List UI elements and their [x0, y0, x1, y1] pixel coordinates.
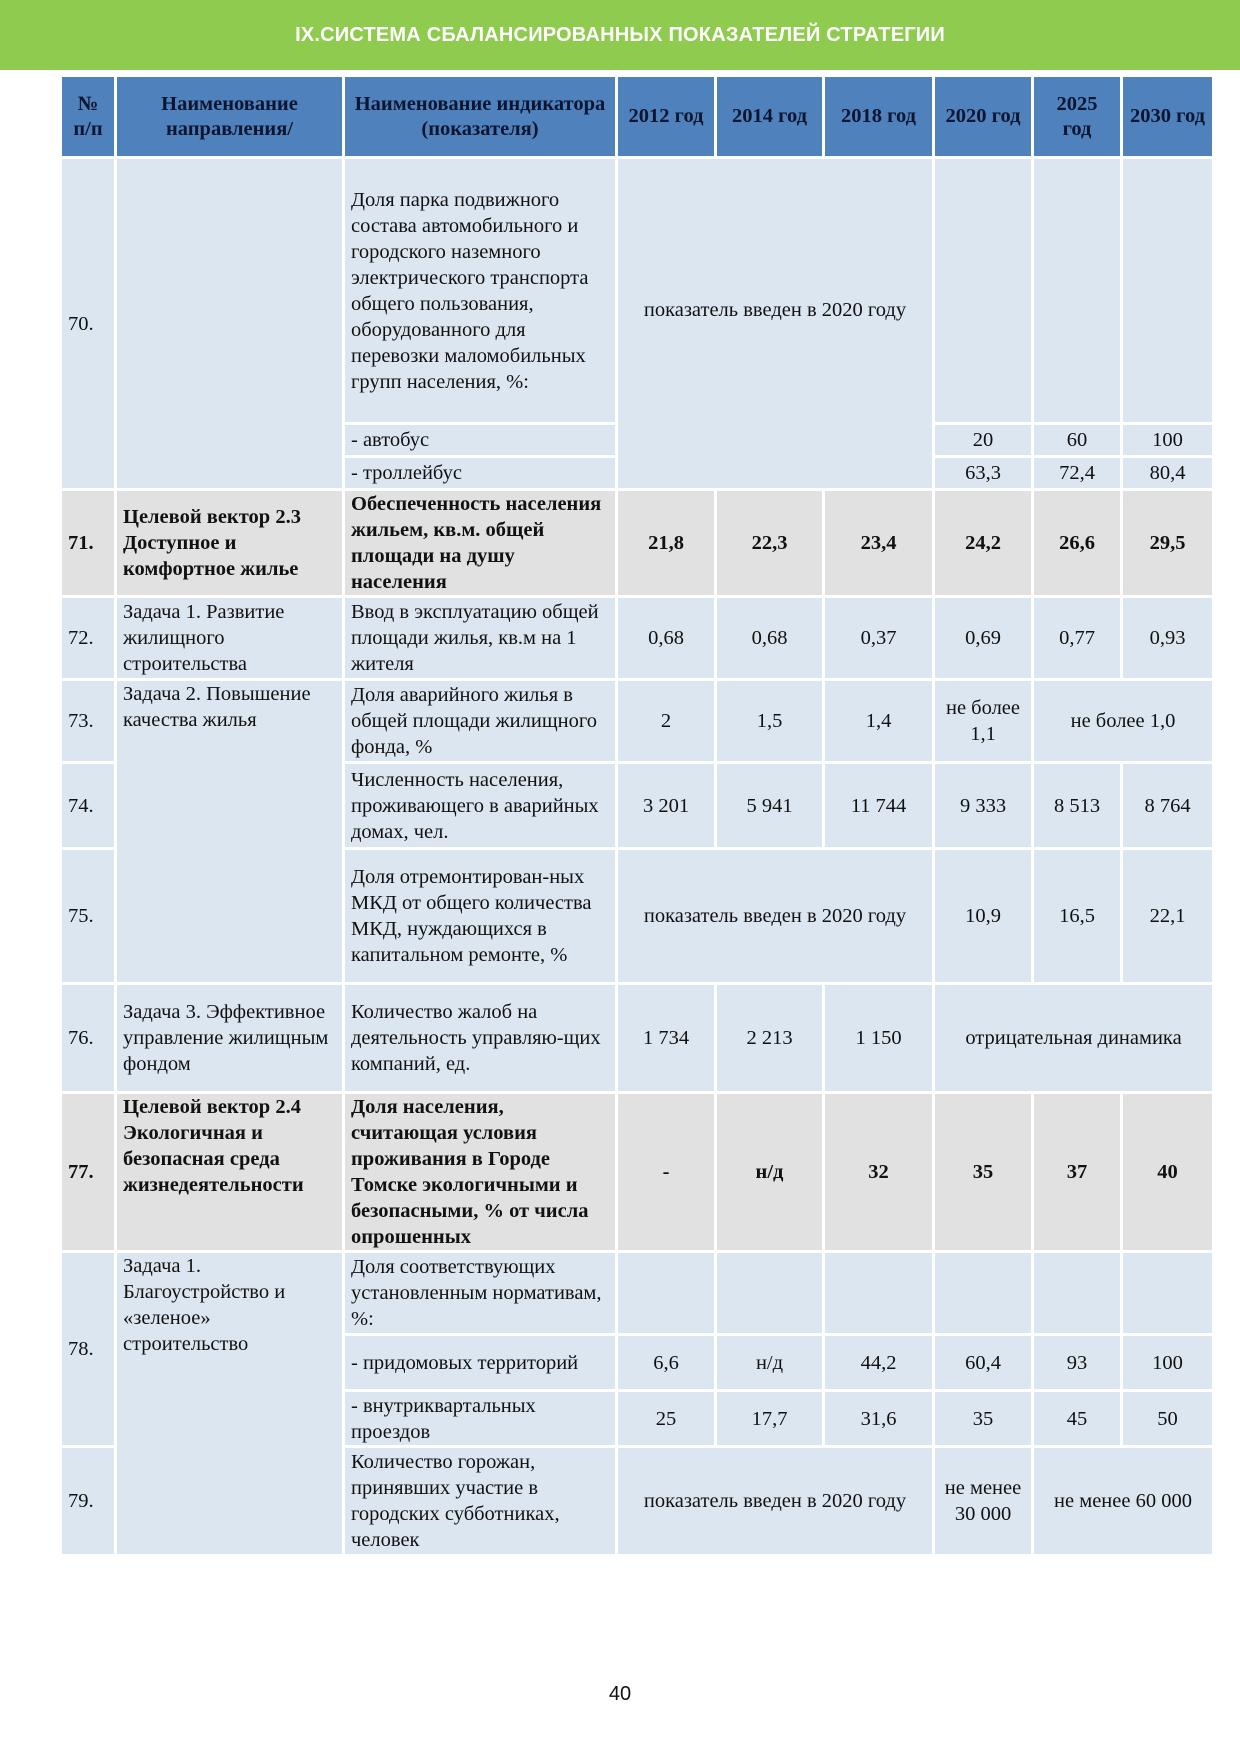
- value-cell: 8 513: [1034, 764, 1120, 847]
- value-cell: 35: [935, 1094, 1031, 1250]
- value-cell: 25: [618, 1392, 714, 1445]
- value-cell: 9 333: [935, 764, 1031, 847]
- value-cell: [1123, 159, 1212, 422]
- value-cell: [717, 1253, 822, 1333]
- merged-note-cell: показатель введен в 2020 году: [618, 1448, 932, 1554]
- direction-cell: Целевой вектор 2.3 Доступное и комфортное жилье: [117, 491, 342, 595]
- table-row: [62, 1253, 1212, 1333]
- row-number: 77.: [62, 1094, 114, 1250]
- value-cell: 17,7: [717, 1392, 822, 1445]
- value-cell: [618, 1253, 714, 1333]
- value-cell: 22,1: [1123, 850, 1212, 982]
- value-cell: 72,4: [1034, 458, 1120, 488]
- value-cell: н/д: [717, 1094, 822, 1250]
- row-number: 75.: [62, 850, 114, 982]
- value-cell: 0,37: [825, 598, 932, 678]
- indicator-cell: Количество горожан, принявших участие в городских субботниках, человек: [345, 1448, 615, 1554]
- row-number: 72.: [62, 598, 114, 678]
- value-cell: 24,2: [935, 491, 1031, 595]
- header-indicator: Наименование индикатора (показателя): [345, 77, 615, 156]
- value-cell: 3 201: [618, 764, 714, 847]
- table-row: [62, 598, 1212, 678]
- value-cell: [825, 1253, 932, 1333]
- value-cell: н/д: [717, 1336, 822, 1389]
- indicator-cell: Ввод в эксплуатацию общей площади жилья, кв.м на 1 жителя: [345, 598, 615, 678]
- merged-value-cell: отрицательная динамика: [935, 985, 1212, 1091]
- merged-value-cell: не менее 60 000: [1034, 1448, 1212, 1554]
- value-cell: 80,4: [1123, 458, 1212, 488]
- value-cell: [935, 159, 1031, 422]
- value-cell: 22,3: [717, 491, 822, 595]
- value-cell: 21,8: [618, 491, 714, 595]
- row-number: 70.: [62, 159, 114, 488]
- sub-indicator-cell: - автобус: [345, 425, 615, 455]
- header-2020: 2020 год: [935, 77, 1031, 156]
- value-cell: 37: [1034, 1094, 1120, 1250]
- header-num: № п/п: [62, 77, 114, 156]
- indicator-cell: Количество жалоб на деятельность управляю-щих компаний, ед.: [345, 985, 615, 1091]
- indicator-cell: Обеспеченность населения жильем, кв.м. общей площади на душу населения: [345, 491, 615, 595]
- value-cell: 93: [1034, 1336, 1120, 1389]
- value-cell: 2: [618, 681, 714, 761]
- section-title: IX.СИСТЕМА СБАЛАНСИРОВАННЫХ ПОКАЗАТЕЛЕЙ СТРАТЕГИИ: [295, 23, 945, 46]
- value-cell: 60,4: [935, 1336, 1031, 1389]
- row-number: 74.: [62, 764, 114, 847]
- value-cell: [1123, 1253, 1212, 1333]
- indicator-cell: Численность населения, проживающего в аварийных домах, чел.: [345, 764, 615, 847]
- indicator-cell: Доля населения, считающая условия проживания в Городе Томске экологичными и безопасными, % от числа опрошенных: [345, 1094, 615, 1250]
- row-number: 78.: [62, 1253, 114, 1445]
- value-cell: 2 213: [717, 985, 822, 1091]
- indicator-cell: Доля парка подвижного состава автомобильного и городского наземного электрического транспорта общего пользования, оборудованного для перевозки маломобильных групп населения, %:: [345, 159, 615, 422]
- value-cell: 10,9: [935, 850, 1031, 982]
- value-cell: 32: [825, 1094, 932, 1250]
- header-row: [62, 77, 1212, 156]
- header-2030: 2030 год: [1123, 77, 1212, 156]
- merged-note-cell: показатель введен в 2020 году: [618, 850, 932, 982]
- value-cell: не более 1,1: [935, 681, 1031, 761]
- value-cell: 40: [1123, 1094, 1212, 1250]
- sub-indicator-cell: - троллейбус: [345, 458, 615, 488]
- value-cell: 16,5: [1034, 850, 1120, 982]
- indicator-cell: Доля аварийного жилья в общей площади жилищного фонда, %: [345, 681, 615, 761]
- table-row: [62, 985, 1212, 1091]
- merged-value-cell: не более 1,0: [1034, 681, 1212, 761]
- value-cell: 5 941: [717, 764, 822, 847]
- indicator-cell: Доля отремонтирован-ных МКД от общего количества МКД, нуждающихся в капитальном ремонте, %: [345, 850, 615, 982]
- value-cell: 100: [1123, 425, 1212, 455]
- table-row: [62, 491, 1212, 595]
- value-cell: 44,2: [825, 1336, 932, 1389]
- value-cell: 0,68: [717, 598, 822, 678]
- indicators-table: [59, 74, 1215, 1557]
- row-number: 71.: [62, 491, 114, 595]
- direction-cell: Задача 1. Развитие жилищного строительства: [117, 598, 342, 678]
- indicator-cell: Доля соответствующих установленным нормативам, %:: [345, 1253, 615, 1333]
- value-cell: 11 744: [825, 764, 932, 847]
- header-direction: Наименование направления/: [117, 77, 342, 156]
- value-cell: 8 764: [1123, 764, 1212, 847]
- value-cell: 0,77: [1034, 598, 1120, 678]
- value-cell: 1 150: [825, 985, 932, 1091]
- table-row: [62, 1094, 1212, 1250]
- header-2025: 2025 год: [1034, 77, 1120, 156]
- sub-indicator-cell: - внутриквартальных проездов: [345, 1392, 615, 1445]
- value-cell: -: [618, 1094, 714, 1250]
- value-cell: 35: [935, 1392, 1031, 1445]
- row-number: 73.: [62, 681, 114, 761]
- direction-cell: Задача 3. Эффективное управление жилищным фондом: [117, 985, 342, 1091]
- value-cell: 0,93: [1123, 598, 1212, 678]
- value-cell: [935, 1253, 1031, 1333]
- direction-cell: Задача 2. Повышение качества жилья: [117, 681, 342, 982]
- value-cell: 26,6: [1034, 491, 1120, 595]
- value-cell: 45: [1034, 1392, 1120, 1445]
- page-number: 40: [608, 1683, 632, 1705]
- direction-cell: Задача 1. Благоустройство и «зеленое» строительство: [117, 1253, 342, 1554]
- value-cell: 0,69: [935, 598, 1031, 678]
- value-cell: [1034, 159, 1120, 422]
- value-cell: 63,3: [935, 458, 1031, 488]
- value-cell: 6,6: [618, 1336, 714, 1389]
- value-cell: 1,5: [717, 681, 822, 761]
- value-cell: 0,68: [618, 598, 714, 678]
- table-row: [62, 159, 1212, 422]
- section-banner: [0, 0, 1240, 70]
- value-cell: 50: [1123, 1392, 1212, 1445]
- row-number: 79.: [62, 1448, 114, 1554]
- value-cell: 23,4: [825, 491, 932, 595]
- value-cell: 1 734: [618, 985, 714, 1091]
- value-cell: не менее 30 000: [935, 1448, 1031, 1554]
- value-cell: 60: [1034, 425, 1120, 455]
- row-number: 76.: [62, 985, 114, 1091]
- header-2018: 2018 год: [825, 77, 932, 156]
- value-cell: 1,4: [825, 681, 932, 761]
- value-cell: [1034, 1253, 1120, 1333]
- header-2014: 2014 год: [717, 77, 822, 156]
- value-cell: 20: [935, 425, 1031, 455]
- table-row: [62, 681, 1212, 761]
- header-2012: 2012 год: [618, 77, 714, 156]
- value-cell: 29,5: [1123, 491, 1212, 595]
- direction-cell: Целевой вектор 2.4 Экологичная и безопасная среда жизнедеятельности: [117, 1094, 342, 1250]
- value-cell: 100: [1123, 1336, 1212, 1389]
- value-cell: 31,6: [825, 1392, 932, 1445]
- direction-cell: [117, 159, 342, 488]
- merged-note-cell: показатель введен в 2020 году: [618, 159, 932, 488]
- sub-indicator-cell: - придомовых территорий: [345, 1336, 615, 1389]
